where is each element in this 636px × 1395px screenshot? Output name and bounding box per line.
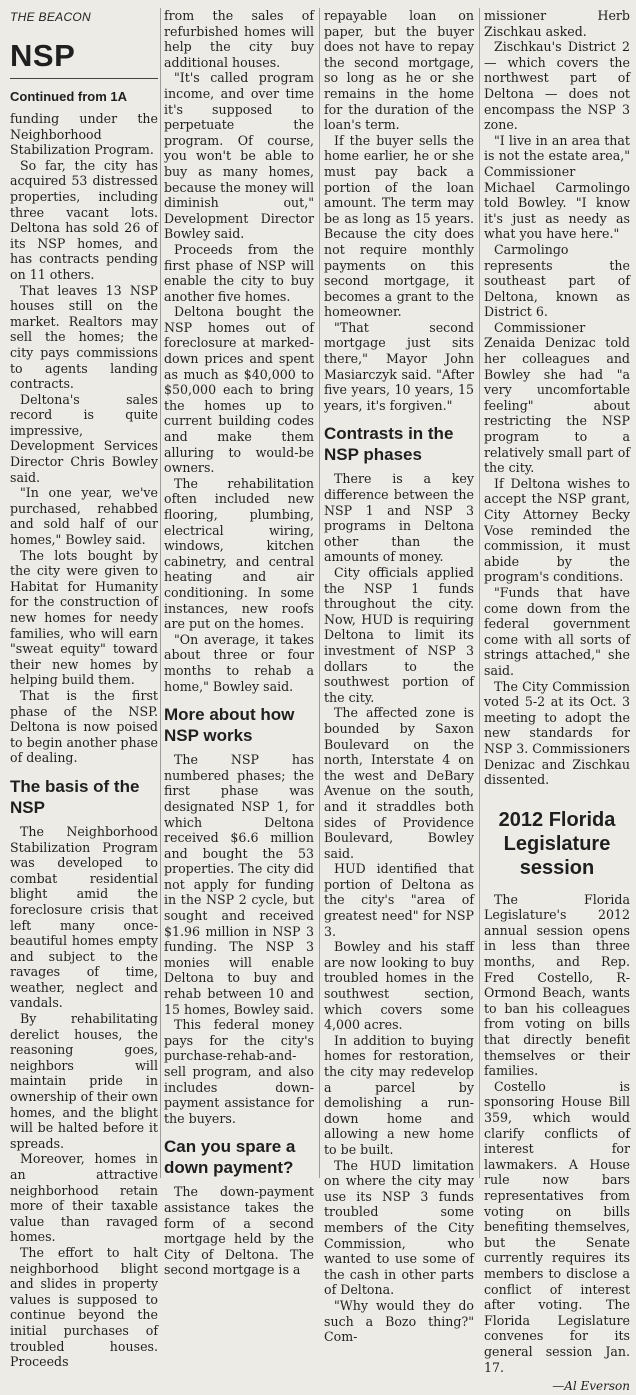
- paragraph: Costello is sponsoring House Bill 359, which would clarify conflicts of interest for lawmakers. A House rule now bars representatives from voting on bills benefiting themselves, but the Senate currently requires its members to disclose a conflict of interest after voting. The Florida Legislature convenes for its general session Jan. 17.: [484, 1078, 630, 1375]
- masthead: THE BEACON: [10, 10, 92, 24]
- subhead-down-payment: Can you spare a down payment?: [164, 1137, 296, 1178]
- paragraph: If the buyer sells the home earlier, he or she must pay back a portion of the loan amount. The term may be as long as 15 years. Because the city does not require monthly payments on this second mortgage, it becomes a grant to the homeowner.: [324, 132, 474, 320]
- paragraph: The Neighborhood Stabilization Program was developed to combat residential blight amid the foreclosure crisis that left many once-beautiful homes empty and subject to the ravages of time, weather, neglect and vandals.: [10, 823, 158, 1011]
- column-2: [164, 8, 314, 1278]
- paragraph: Deltona's sales record is quite impressive, Development Services Director Chris Bowley said.: [10, 391, 158, 485]
- paragraph: The NSP has numbered phases; the first phase was designated NSP 1, for which Deltona received $6.6 million and bought the 53 properties. The city did not apply for funding in the NSP 2 cycle, but sought and received $1.96 million in NSP 3 funding. The NSP 3 monies will enable Deltona to buy and rehab between 10 and 15 homes, Bowley said.: [164, 752, 314, 1017]
- paragraph: repayable loan on paper, but the buyer does not have to repay the second mortgage, so long as he or she remains in the home for the duration of the loan's term.: [324, 8, 474, 133]
- paragraph: "Funds that have come down from the federal government come with all sorts of strings attached," she said.: [484, 584, 630, 678]
- paragraph: Moreover, homes in an attractive neighborhood retain more of their taxable value than ravaged homes.: [10, 1151, 158, 1245]
- paragraph: Carmolingo represents the southeast part of Deltona, known as District 6.: [484, 241, 630, 320]
- paragraph: The effort to halt neighborhood blight and slides in property values is supposed to continue beyond the initial purchases of troubled houses. Proceeds: [10, 1244, 158, 1370]
- column-3: [324, 8, 474, 1345]
- paragraph: Zischkau's District 2 — which covers the northwest part of Deltona — does not encompass the NSP 3 zone.: [484, 39, 630, 133]
- paragraph: There is a key difference between the NSP 1 and NSP 3 programs in Deltona other than the amounts of money.: [324, 471, 474, 565]
- paragraph: By rehabilitating derelict houses, the reasoning goes, neighbors will maintain pride in ownership of their own homes, and the blight will be halted before it spreads.: [10, 1011, 159, 1151]
- paragraph: City officials applied the NSP 1 funds throughout the city. Now, HUD is requiring Deltona to limit its investment of NSP 3 dollars to the southwest portion of the city.: [324, 565, 474, 705]
- paragraph: "In one year, we've purchased, rehabbed and sold half of our homes," Bowley said.: [10, 485, 158, 548]
- section-head-legislature: 2012 Florida Legislature session: [498, 808, 616, 879]
- paragraph: The Florida Legislature's 2012 annual session opens in less than three months, and Rep. Fred Costello, R-Ormond Beach, wants to ban his colleagues from voting on bills that directly benefit themselves or their families.: [484, 891, 630, 1079]
- paragraph: "Why would they do such a Bozo thing?" Com-: [324, 1297, 474, 1345]
- subhead-basis: The basis of the NSP: [10, 776, 140, 817]
- paragraph: The down-payment assistance takes the form of a second mortgage held by the City of Deltona. The second mortgage is a: [164, 1184, 314, 1278]
- headline: NSP: [10, 38, 76, 73]
- paragraph: "It's called program income, and over time it's supposed to perpetuate the program. Of course, you won't be able to buy as many homes, because the money will diminish out," Development Director Bowley said.: [164, 70, 314, 242]
- byline: —Al Everson: [552, 1379, 630, 1394]
- column-rule: [479, 8, 480, 1178]
- paragraph: The affected zone is bounded by Saxon Boulevard on the north, Interstate 4 on the west and DeBary Avenue on the south, and it straddles both sides of Providence Boulevard, Bowley said.: [324, 705, 474, 861]
- paragraph: That leaves 13 NSP houses still on the market. Realtors may sell the homes; the city pays commissions to agents landing contracts.: [10, 282, 158, 392]
- paragraph: HUD identified that portion of Deltona as the city's "area of greatest need" for NSP 3.: [324, 861, 474, 939]
- paragraph: "I live in an area that is not the estate area," Commissioner Michael Carmolingo told Bowley. "I know it's just as needy as what you have here.": [484, 132, 630, 242]
- paragraph: The HUD limitation on where the city may use its NSP 3 funds troubled some members of the City Commission, who wanted to use some of the cash in other parts of Deltona.: [324, 1157, 474, 1298]
- paragraph: That is the first phase of the NSP. Deltona is now poised to begin another phase of dealing.: [10, 687, 158, 766]
- paragraph: The City Commission voted 5-2 at its Oct. 3 meeting to adopt the new standards for NSP 3. Commissioners Denizac and Zischkau dissented.: [484, 678, 630, 788]
- paragraph: Proceeds from the first phase of NSP will enable the city to buy another five homes.: [164, 241, 314, 304]
- subhead-more-about: More about how NSP works: [164, 705, 295, 746]
- column-1: [10, 32, 159, 1370]
- paragraph: Deltona bought the NSP homes out of foreclosure at marked-down prices and spent as much as $40,000 to $50,000 each to bring the homes up to current building codes and make them alluring to would-be owners.: [164, 304, 314, 476]
- paragraph: So far, the city has acquired 53 distressed properties, including three vacant lots. Deltona has sold 26 of its NSP homes, and has contracts pending on 11 others.: [10, 157, 158, 282]
- column-4: [484, 8, 630, 1394]
- column-rule: [160, 8, 161, 1178]
- paragraph: "On average, it takes about three or four months to rehab a home," Bowley said.: [164, 631, 314, 694]
- subhead-contrasts: Contrasts in the NSP phases: [324, 424, 454, 465]
- paragraph: Bowley and his staff are now looking to buy troubled homes in the southwest section, which covers some 4,000 acres.: [324, 939, 474, 1033]
- paragraph: If Deltona wishes to accept the NSP grant, City Attorney Becky Vose reminded the commission, it must abide by the program's conditions.: [484, 475, 630, 585]
- paragraph: missioner Herb Zischkau asked.: [484, 8, 630, 39]
- paragraph: Commissioner Zenaida Denizac told her colleagues and Bowley she had "a very uncomfortable feeling" about restricting the NSP program to a relatively small part of the city.: [484, 319, 630, 476]
- column-rule: [319, 8, 320, 1178]
- paragraph: This federal money pays for the city's purchase-rehab-and-sell program, and also includes down-payment assistance for the buyers.: [164, 1017, 314, 1126]
- continued-from: Continued from 1A: [10, 89, 127, 104]
- headline-rule: [10, 78, 158, 79]
- paragraph: The lots bought by the city were given to Habitat for Humanity for the construction of new homes for needy families, who will earn "sweat equity" toward their new homes by helping build them.: [10, 547, 158, 688]
- paragraph: funding under the Neighborhood Stabilization Program.: [10, 111, 158, 158]
- paragraph: In addition to buying homes for restoration, the city may redevelop a parcel by demolishing a run-down home and allowing a new home to be built.: [324, 1032, 474, 1157]
- paragraph: "That second mortgage just sits there," Mayor John Masiarczyk said. "After five years, 10 years, 15 years, it's forgiven.": [324, 319, 474, 413]
- paragraph: The rehabilitation often included new flooring, plumbing, electrical wiring, windows, kitchen cabinetry, and central heating and air conditioning. In some instances, new roofs are put on the homes.: [164, 475, 314, 632]
- paragraph: from the sales of refurbished homes will help the city buy additional houses.: [164, 8, 314, 70]
